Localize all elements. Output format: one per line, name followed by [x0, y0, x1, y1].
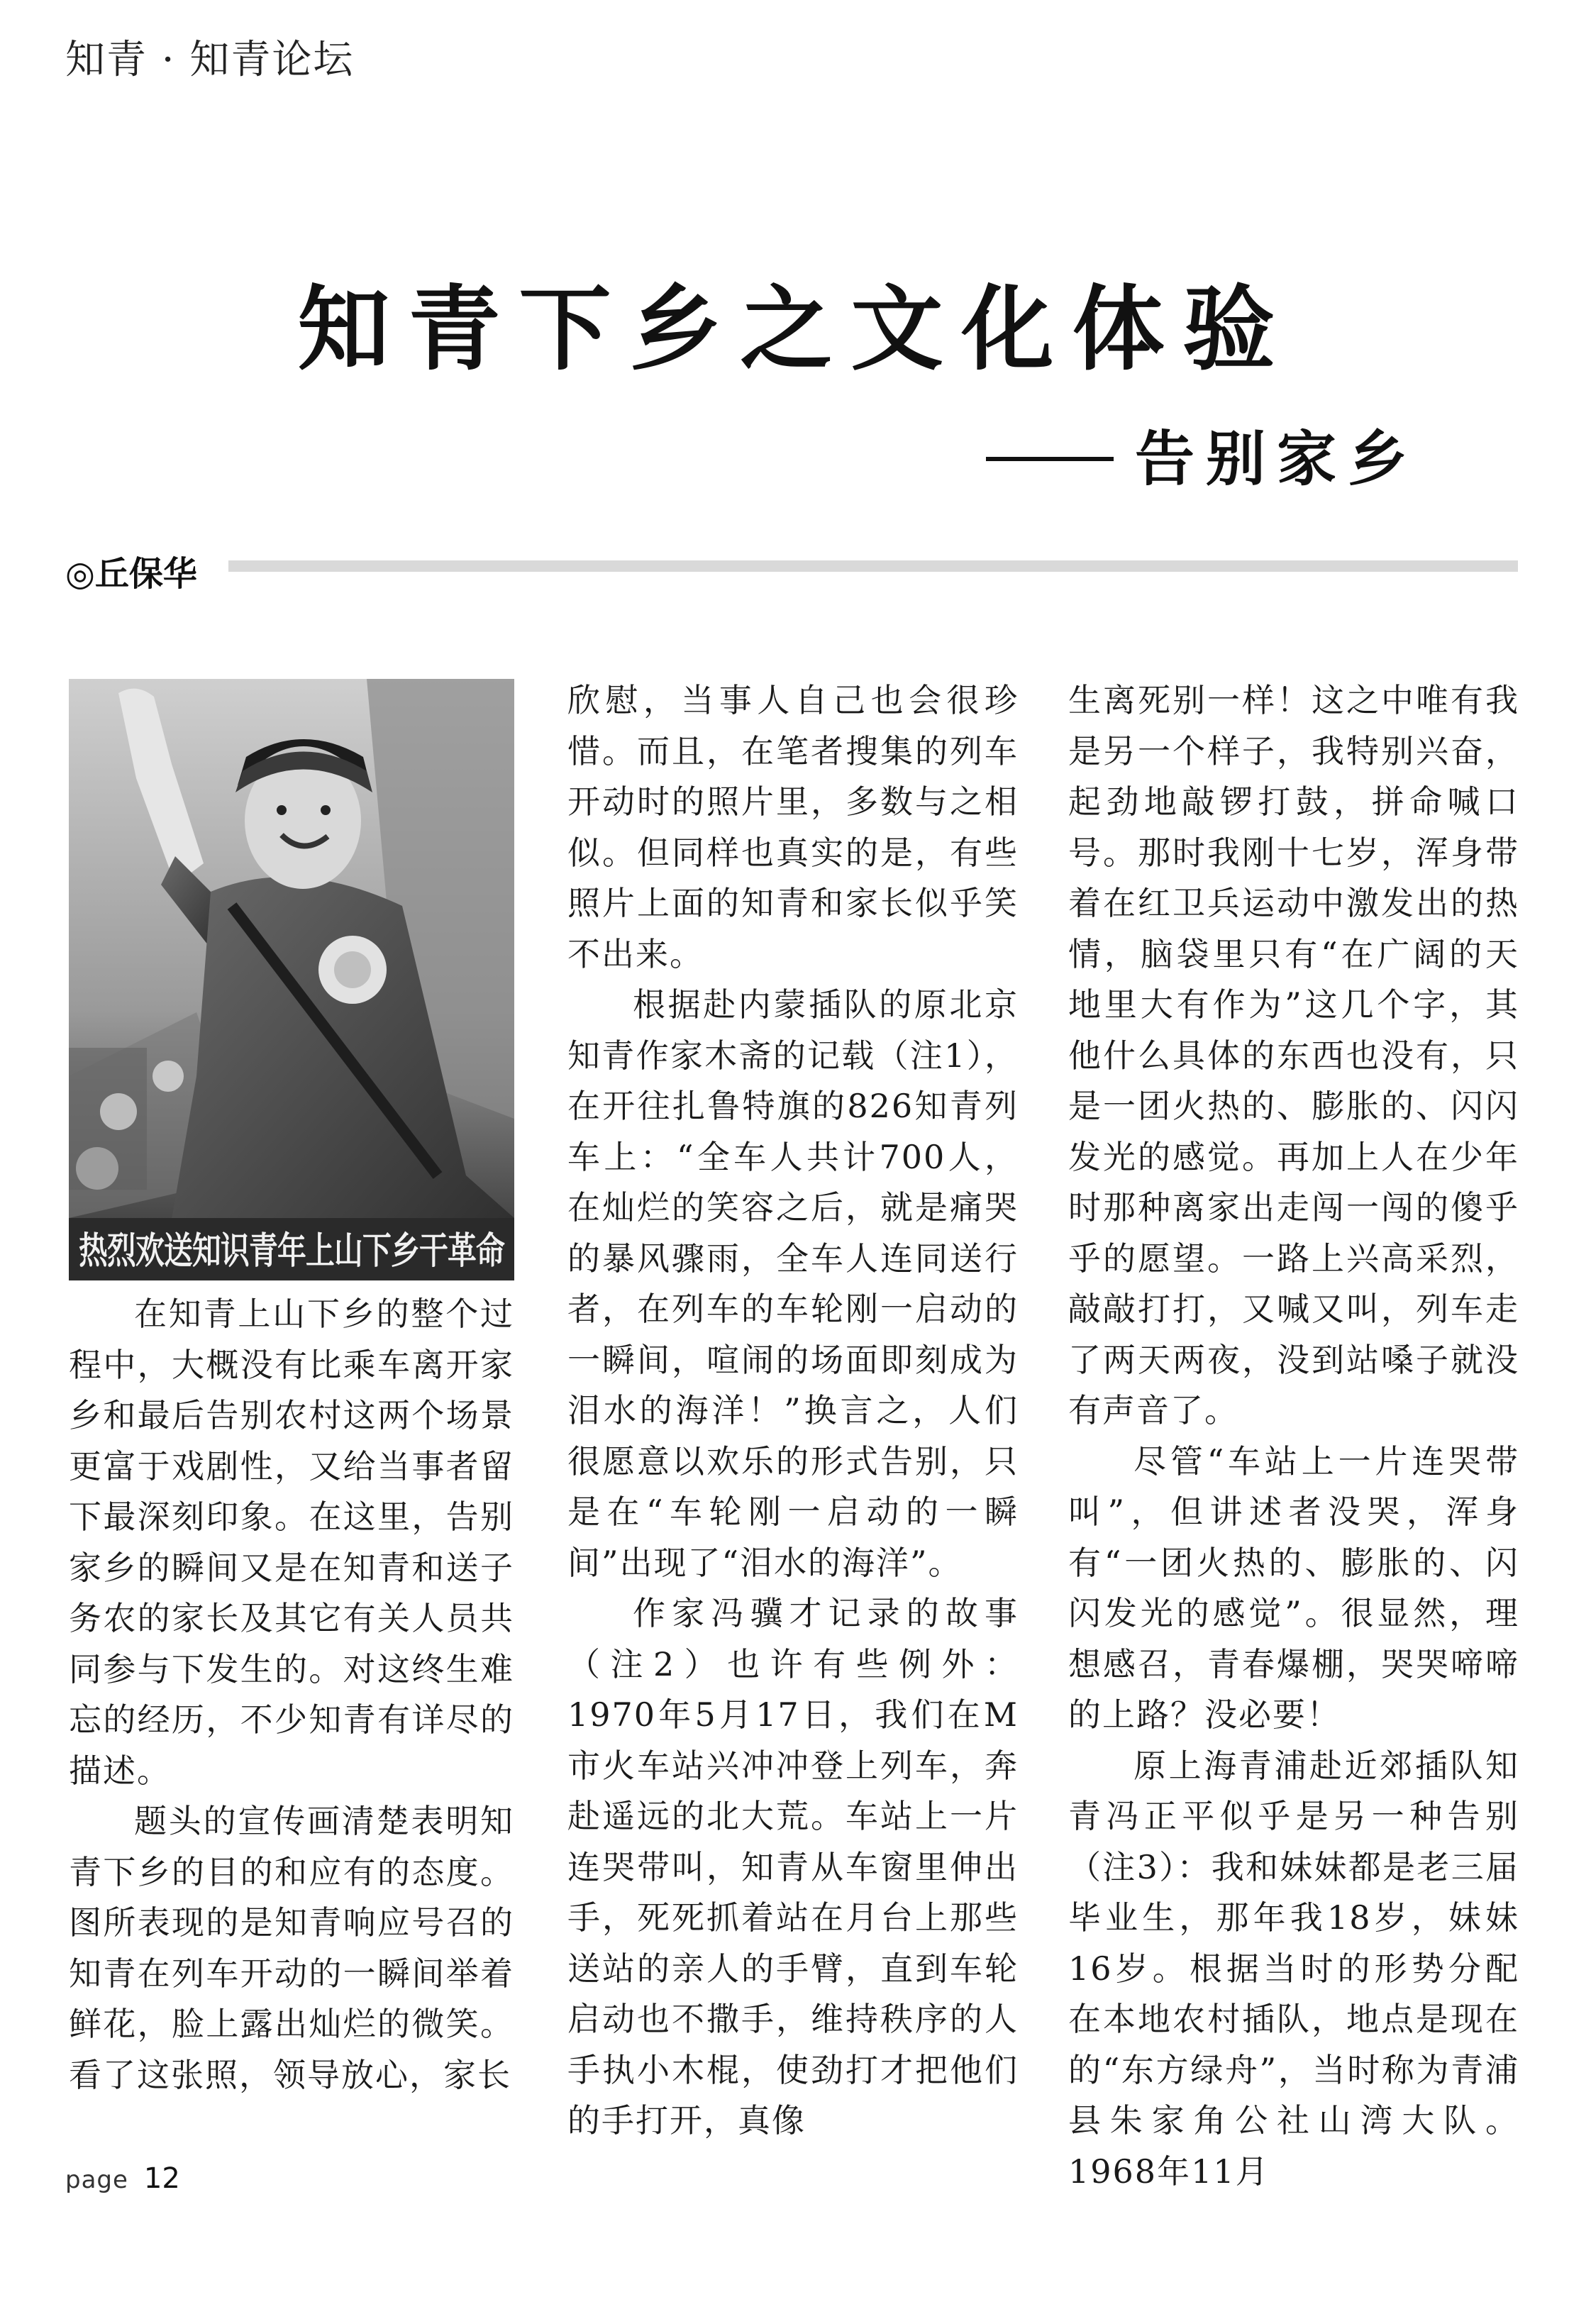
paragraph: 欣慰，当事人自己也会很珍惜。而且，在笔者搜集的列车开动时的照片里，多数与之相似。但同样也真实的是，有些照片上面的知青和家长似乎笑不出来。: [567, 681, 1019, 973]
section-header: 知青 · 知青论坛: [65, 37, 355, 83]
page-number: 12: [143, 2162, 180, 2195]
article-title: 知青下乡之文化体验: [297, 275, 1294, 383]
page-label: page: [65, 2166, 128, 2194]
subtitle-text: 告别家乡: [1135, 424, 1419, 494]
propaganda-poster-image: [69, 679, 514, 1280]
poster-caption: 热烈欢送知识青年上山下乡干革命: [79, 1230, 505, 1273]
byline-rule: [228, 560, 1518, 572]
author-byline: ◎丘保华: [65, 554, 197, 594]
article-subtitle: [986, 411, 1419, 497]
paragraph: 作家冯骥才记录的故事（注2）也许有些例外：1970年5月17日，我们在M市火车站兴冲冲登上列车，奔赴遥远的北大荒。车站上一片连哭带叫，知青从车窗里伸出手，死死抓着站在月台上那些送站的亲人的手臂，直到车轮启动也不撒手，维持秩序的人手执小木棍，使劲打才把他们的手打开，真像: [567, 1594, 1019, 2140]
paragraph: 生离死别一样！这之中唯有我是另一个样子，我特别兴奋，起劲地敲锣打鼓，拼命喊口号。那时我刚十七岁，浑身带着在红卫兵运动中激发出的热情，脑袋里只有“在广阔的天地里大有作为”这几个字，其他什么具体的东西也没有，只是一团火热的、膨胀的、闪闪发光的感觉。再加上人在少年时那种离家出走闯一闯的傻乎乎的愿望。一路上兴高采烈，敲敲打打，又喊又叫，列车走了两天两夜，没到站嗓子就没有声音了。: [1068, 681, 1519, 1429]
paragraph: 原上海青浦赴近郊插队知青冯正平似乎是另一种告别（注3）：我和妹妹都是老三届毕业生，那年我18岁，妹妹16岁。根据当时的形势分配在本地农村插队，地点是现在的“东方绿舟”，当时称为青浦县朱家角公社山湾大队。1968年11月: [1068, 1746, 1519, 2191]
paragraph: 在知青上山下乡的整个过程中，大概没有比乘车离开家乡和最后告别农村这两个场景更富于戏剧性，又给当事者留下最深刻印象。在这里，告别家乡的瞬间又是在知青和送子务农的家长及其它有关人员共同参与下发生的。对这终生难忘的经历，不少知青有详尽的描述。: [69, 1295, 514, 1790]
em-dash: [986, 457, 1114, 461]
text-column-1: [69, 1289, 514, 2101]
text-column-3: [1068, 675, 1519, 2197]
paragraph: 题头的宣传画清楚表明知青下乡的目的和应有的态度。图所表现的是知青响应号召的知青在列车开动的一瞬间举着鲜花，脸上露出灿烂的微笑。看了这张照，领导放心，家长: [69, 1802, 514, 2094]
text-column-2: [567, 675, 1019, 2147]
paragraph: 尽管“车站上一片连哭带叫”，但讲述者没哭，浑身有“一团火热的、膨胀的、闪闪发光的感觉”。很显然，理想感召，青春爆棚，哭哭啼啼的上路？没必要！: [1068, 1442, 1519, 1734]
page-footer: [65, 2162, 180, 2195]
paragraph: 根据赴内蒙插队的原北京知青作家木斋的记载（注1），在开往扎鲁特旗的826知青列车上：“全车人共计700人，在灿烂的笑容之后，就是痛哭的暴风骤雨，全车人连同送行者，在列车的车轮刚一启动的一瞬间，喧闹的场面即刻成为泪水的海洋！”换言之，人们很愿意以欢乐的形式告别，只是在“车轮刚一启动的一瞬间”出现了“泪水的海洋”。: [567, 985, 1019, 1582]
